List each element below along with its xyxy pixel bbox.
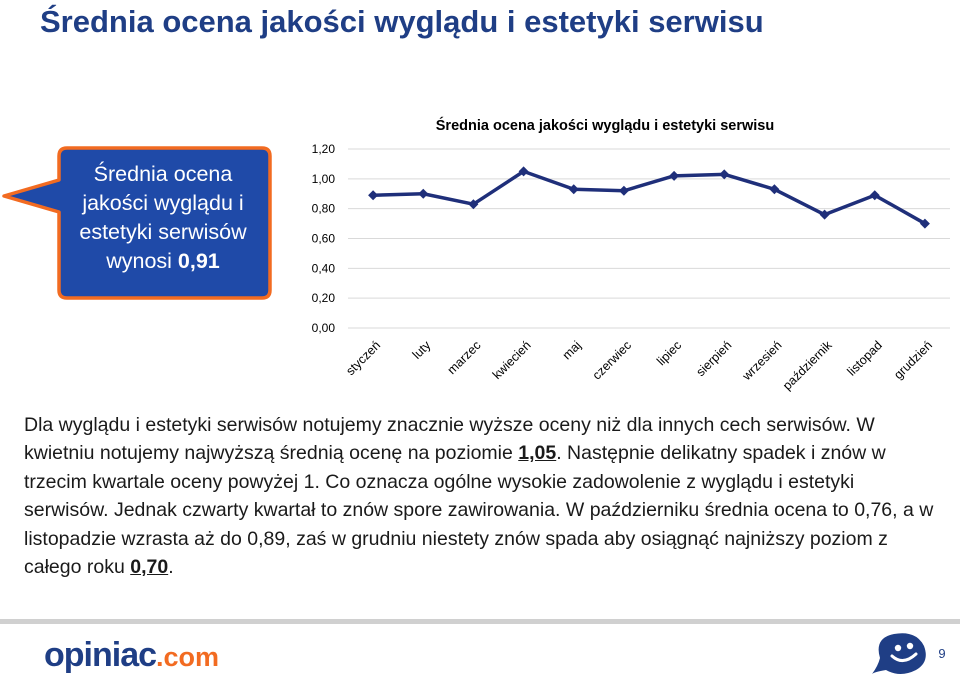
x-tick-label: wrzesień bbox=[739, 338, 785, 384]
data-point bbox=[368, 190, 378, 200]
y-tick-label: 1,20 bbox=[311, 142, 335, 156]
data-point bbox=[418, 189, 428, 199]
x-tick-label: czerwiec bbox=[589, 338, 635, 383]
x-axis-ticks bbox=[343, 338, 935, 393]
callout-text bbox=[58, 160, 268, 276]
logo-main: opiniac bbox=[44, 636, 157, 674]
page-title: Średnia ocena jakości wyglądu i estetyki serwisu bbox=[40, 4, 764, 39]
callout-line: jakości wyglądu i bbox=[82, 191, 244, 215]
y-tick-label: 0,00 bbox=[311, 321, 335, 335]
y-tick-label: 1,00 bbox=[311, 171, 335, 186]
line-chart bbox=[290, 105, 955, 400]
x-tick-label: sierpień bbox=[693, 338, 735, 380]
description-text bbox=[24, 411, 944, 581]
description-part: . Następnie delikatny spadek i znów w trzecim kwartale oceny powyżej 1. Co oznacza ogólne wysokie zadowolenie z wyglądu i estetyki serwisów. Jednak czwarty kwartał to znów spore zawirowania. W październiku średnia ocena to 0,76, a w listopadzie wzrasta aż do 0,89, zaś w grudniu niestety znów spada aby osiągnąć najniższy poziom z całego roku bbox=[24, 442, 934, 579]
x-tick-label: maj bbox=[559, 338, 584, 363]
x-tick-label: luty bbox=[409, 338, 434, 362]
x-tick-label: grudzień bbox=[891, 338, 936, 383]
callout-line: estetyki serwisów bbox=[79, 220, 247, 244]
y-tick-label: 0,60 bbox=[311, 231, 335, 246]
data-point bbox=[619, 186, 629, 196]
y-tick-label: 0,20 bbox=[311, 291, 335, 306]
x-tick-label: listopad bbox=[844, 338, 885, 379]
callout-line bbox=[58, 247, 268, 276]
chart-title: Średnia ocena jakości wyglądu i estetyki serwisu bbox=[435, 118, 775, 134]
y-axis-ticks bbox=[312, 142, 336, 335]
summary-callout bbox=[0, 140, 275, 305]
x-tick-label: kwiecień bbox=[489, 338, 534, 383]
company-logo bbox=[44, 636, 219, 675]
x-tick-label: styczeń bbox=[343, 338, 384, 379]
description-part: Dla wyglądu i estetyki serwisów notujemy znacznie wyższe oceny niż dla innych cech serwisów. W kwietniu notujemy najwyższą średnią ocenę na poziomie bbox=[24, 414, 875, 465]
smiley-mascot-icon bbox=[872, 628, 930, 676]
highlight-value: 0,70 bbox=[130, 556, 169, 579]
data-point bbox=[569, 184, 579, 194]
x-tick-label: październik bbox=[780, 338, 835, 393]
callout-value: 0,91 bbox=[177, 249, 220, 273]
description-paragraph bbox=[24, 411, 944, 581]
chart-svg bbox=[290, 105, 955, 400]
callout-line: Średnia ocena bbox=[93, 162, 233, 186]
x-tick-label: lipiec bbox=[654, 338, 685, 369]
chart-series bbox=[368, 166, 930, 228]
callout-prefix: wynosi bbox=[106, 249, 178, 273]
logo-suffix: .com bbox=[156, 642, 220, 672]
x-tick-label: marzec bbox=[444, 338, 484, 378]
y-tick-label: 0,40 bbox=[311, 261, 335, 276]
chart-grid bbox=[348, 149, 950, 328]
footer-divider bbox=[0, 619, 960, 624]
y-tick-label: 0,80 bbox=[311, 201, 335, 216]
description-part: . bbox=[168, 556, 174, 579]
data-point bbox=[669, 171, 679, 181]
page-number: 9 bbox=[938, 646, 946, 661]
data-point bbox=[719, 169, 729, 179]
highlight-value: 1,05 bbox=[518, 442, 557, 465]
